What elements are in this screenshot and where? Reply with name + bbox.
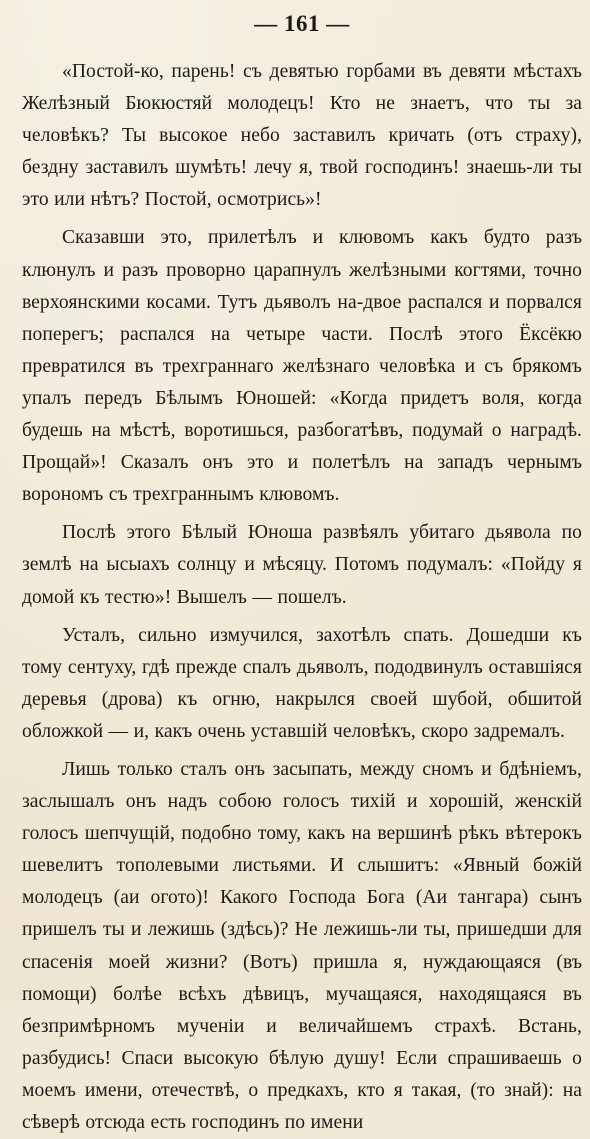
paragraph: Сказавши это, прилетѣлъ и клювомъ какъ будто разъ клюнулъ и разъ проворно царапнулъ желѣзными когтями, точно верхоянскими косами. Тутъ дьяволъ на-двое распался и порвался поперегъ; распался на четыре части. Послѣ этого Ёксёкю превратился въ трехграннаго желѣзнаго человѣка и съ брякомъ упалъ передъ Бѣлымъ Юношей: «Когда придетъ воля, когда будешь на мѣстѣ, воротишься, разбогатѣвъ, подумай о наградѣ. Прощай»! Сказалъ онъ это и полетѣлъ на западъ чернымъ ворономъ съ трехграннымъ клювомъ. — [22, 227, 582, 506]
body-text — [22, 56, 582, 1139]
paragraph: Послѣ этого Бѣлый Юноша развѣялъ убитаго дьявола по землѣ на ысыахъ солнцу и мѣсяцу. Потомъ подумалъ: «Пойду я домой къ тестю»! Вышелъ — пошелъ. — [22, 522, 582, 608]
paragraph: Усталъ, сильно измучился, захотѣлъ спать. Дошедши къ тому сентуху, гдѣ прежде спалъ дьяволъ, пододвинулъ оставшіяся деревья (дрова) къ огню, накрылся своей шубой, обшитой обложкой — и, какъ очень уставшій человѣкъ, скоро задремалъ. — [22, 624, 582, 742]
page-number: — 161 — — [254, 11, 350, 36]
paragraph: «Постой-ко, парень! съ девятью горбами въ девяти мѣстахъ Желѣзный Бюкюстяй молодецъ! Кто не знаетъ, что ты за человѣкъ? Ты высокое небо заставилъ кричать (отъ страху), бездну заставилъ шумѣть! лечу я, твой господинъ! знаешь-ли ты это или нѣтъ? Постой, осмотрись»! — [22, 61, 582, 211]
paragraph: Лишь только сталъ онъ засыпать, между сномъ и бдѣніемъ, заслышалъ онъ надъ собою голосъ тихій и хорошій, женскій голосъ шепчущій, подобно тому, какъ на вершинѣ рѣкъ вѣтерокъ шевелитъ тополевыми листьями. И слышитъ: «Явный божій молодецъ (аи огото)! Какого Господа Бога (Аи тангара) сынъ пришелъ ты и лежишь (здѣсь)? Не лежишь-ли ты, пришедши для спасенія моей жизни? (Вотъ) пришла я, нуждающаяся (въ помощи) болѣе всѣхъ дѣвицъ, мучащаяся, находящаяся въ безпримѣрномъ мученіи и величайшемъ страхѣ. Встань, разбудись! Спаси высокую бѣлую душу! Если спрашиваешь о моемъ имени, отечествѣ, о предкахъ, кто я такая, (то знай): на сѣверѣ отсюда есть господинъ по имени — [22, 758, 582, 1133]
